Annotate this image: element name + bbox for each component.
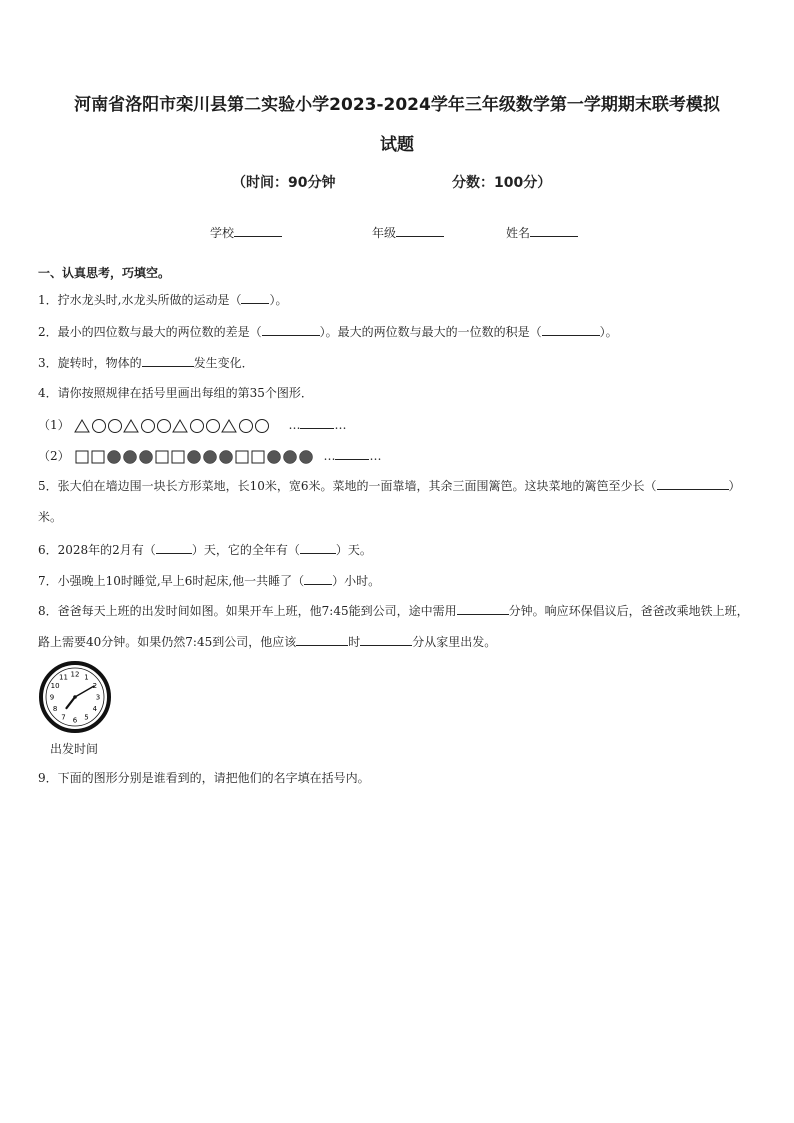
ellipsis: … <box>369 449 382 463</box>
filled-circle-shape <box>220 450 233 463</box>
q1-text: 1．拧水龙头时,水龙头所做的运动是（ <box>38 293 242 307</box>
clock-number: 11 <box>59 673 68 682</box>
question-5 <box>38 471 756 533</box>
clock-number: 1 <box>84 673 89 682</box>
circle-shape <box>191 419 204 432</box>
question-4-part-2 <box>38 447 381 465</box>
exam-meta <box>0 172 794 194</box>
question-6 <box>38 541 372 558</box>
clock-number: 10 <box>50 682 60 690</box>
filled-circle-shape <box>204 450 217 463</box>
q4-part1-label: （1） <box>38 418 70 432</box>
q6-blank-2[interactable] <box>300 541 336 554</box>
clock-number: 6 <box>72 716 78 725</box>
question-7 <box>38 572 380 589</box>
ellipsis: … <box>288 418 301 432</box>
clock-number: 7 <box>61 713 66 722</box>
q5-text-end: ）米。 <box>38 479 741 524</box>
grade-blank[interactable] <box>396 224 444 237</box>
q4-part1-blank[interactable] <box>300 416 334 429</box>
q8-blank-2[interactable] <box>296 633 348 646</box>
clock-number: 8 <box>52 705 58 713</box>
question-4: 4．请你按照规律在括号里画出每组的第35个图形． <box>38 386 313 400</box>
name-blank[interactable] <box>530 224 578 237</box>
square-shape <box>92 451 104 463</box>
circle-shape <box>207 419 220 432</box>
filled-circle-shape <box>300 450 313 463</box>
clock-number: 4 <box>92 705 98 713</box>
triangle-shape <box>124 420 138 432</box>
q6-text-mid: ）天，它的全年有（ <box>191 543 300 557</box>
school-label: 学校 <box>210 226 235 240</box>
score-label: 分数：100分） <box>452 175 552 191</box>
filled-circle-shape <box>268 450 281 463</box>
question-4-part-1 <box>38 416 346 434</box>
q1-blank[interactable] <box>241 291 269 304</box>
square-shape <box>252 451 264 463</box>
clock-number: 9 <box>49 693 55 702</box>
q2-text-end: ）。 <box>599 325 618 339</box>
question-9: 9．下面的图形分别是谁看到的，请把他们的名字填在括号内。 <box>38 771 370 785</box>
q2-text: 2．最小的四位数与最大的两位数的差是（ <box>38 325 262 339</box>
school-blank[interactable] <box>234 224 282 237</box>
square-shape <box>156 451 168 463</box>
question-1 <box>38 291 287 308</box>
q2-blank-2[interactable] <box>542 323 600 336</box>
filled-circle-shape <box>108 450 121 463</box>
school-field[interactable] <box>210 224 282 241</box>
shape-sequence-1 <box>73 418 288 434</box>
q7-text-end: ）小时。 <box>332 574 381 588</box>
ellipsis: … <box>334 418 347 432</box>
q5-blank[interactable] <box>657 477 729 490</box>
shape-sequence-2 <box>73 449 323 465</box>
triangle-shape <box>75 420 89 432</box>
q7-blank[interactable] <box>304 572 332 585</box>
square-shape <box>236 451 248 463</box>
q2-text-mid: ）。最大的两位数与最大的一位数的积是（ <box>319 325 542 339</box>
question-2 <box>38 323 618 340</box>
name-field[interactable] <box>506 224 578 241</box>
triangle-shape <box>173 420 187 432</box>
square-shape <box>76 451 88 463</box>
grade-field[interactable] <box>372 224 444 241</box>
grade-label: 年级 <box>372 226 397 240</box>
circle-shape <box>109 419 122 432</box>
clock-caption: 出发时间 <box>50 742 99 756</box>
student-info <box>0 224 794 244</box>
clock-icon <box>38 660 112 734</box>
name-label: 姓名 <box>506 226 531 240</box>
ellipsis: … <box>323 449 336 463</box>
circle-shape <box>240 419 253 432</box>
q3-text: 3．旋转时，物体的 <box>38 356 142 370</box>
question-3 <box>38 354 254 371</box>
q6-text: 6．2028年的2月有（ <box>38 543 156 557</box>
filled-circle-shape <box>188 450 201 463</box>
square-shape <box>172 451 184 463</box>
q8-blank-3[interactable] <box>360 633 412 646</box>
filled-circle-shape <box>140 450 153 463</box>
q5-text: 5．张大伯在墙边围一块长方形菜地，长10米，宽6米。菜地的一面靠墙，其余三面围篱笆。这块菜地的篱笆至少长（ <box>38 479 657 493</box>
question-8 <box>38 596 756 658</box>
circle-shape <box>93 419 106 432</box>
q7-text: 7．小强晚上10时睡觉,早上6时起床,他一共睡了（ <box>38 574 305 588</box>
clock-number: 3 <box>95 693 101 702</box>
q8-text: 8．爸爸每天上班的出发时间如图。如果开车上班，他7:45能到公司，途中需用 <box>38 604 457 618</box>
circle-shape <box>256 419 269 432</box>
q8-text-end: 分从家里出发。 <box>412 635 497 649</box>
q8-text-hour: 时 <box>348 635 361 649</box>
clock-number: 2 <box>92 682 98 690</box>
q6-blank-1[interactable] <box>156 541 192 554</box>
q6-text-end: ）天。 <box>335 543 372 557</box>
clock-figure <box>38 660 118 738</box>
section-heading: 一、认真思考，巧填空。 <box>38 266 171 280</box>
filled-circle-shape <box>284 450 297 463</box>
filled-circle-shape <box>124 450 137 463</box>
time-label: （时间：90分钟 <box>232 175 336 191</box>
q3-text-end: 发生变化． <box>193 356 254 370</box>
q2-blank-1[interactable] <box>262 323 320 336</box>
page-title-continued: 试题 <box>380 135 414 155</box>
clock-number: 5 <box>84 713 89 722</box>
clock-number: 12 <box>70 670 80 679</box>
circle-shape <box>158 419 171 432</box>
page-title: 河南省洛阳市栾川县第二实验小学2023-2024学年三年级数学第一学期期末联考模拟 <box>74 95 720 115</box>
triangle-shape <box>222 420 236 432</box>
q3-blank[interactable] <box>142 354 194 367</box>
q1-text-end: ）。 <box>269 293 288 307</box>
q8-text-mid: 分钟。响应环保倡议后，爸爸改乘地铁上班，路上需要40分钟。如果仍然7:45到公司，他应该 <box>38 604 749 649</box>
circle-shape <box>142 419 155 432</box>
q8-blank-1[interactable] <box>457 602 509 615</box>
q4-part2-label: （2） <box>38 449 70 463</box>
q4-part2-blank[interactable] <box>335 447 369 460</box>
